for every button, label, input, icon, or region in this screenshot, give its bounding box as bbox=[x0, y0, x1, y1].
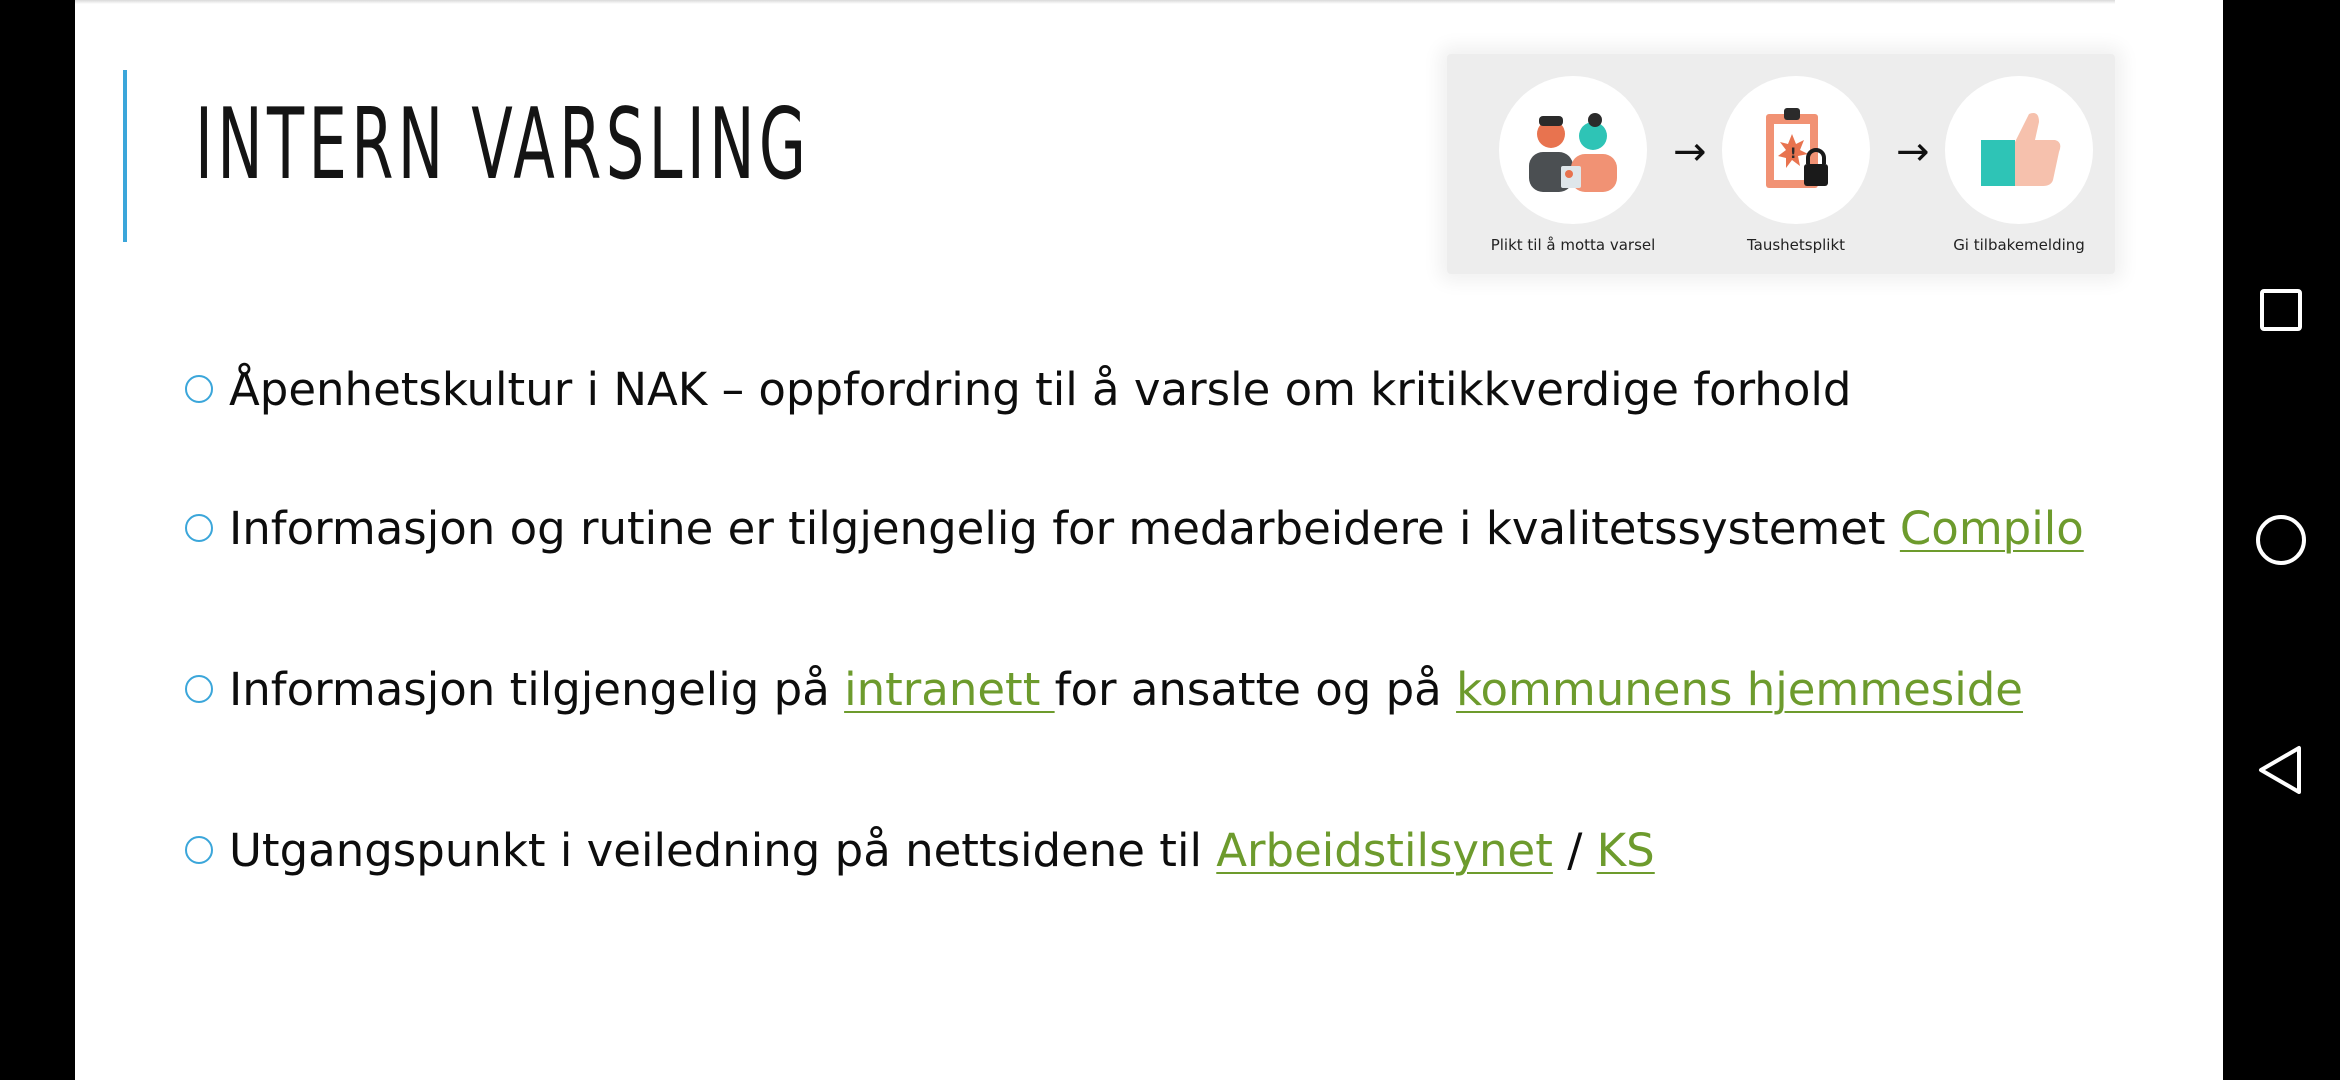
flow-step-circle bbox=[1945, 76, 2093, 224]
clipboard-lock-icon bbox=[1746, 100, 1846, 200]
flow-step-circle bbox=[1722, 76, 1870, 224]
intranett-link[interactable]: intranett bbox=[844, 663, 1055, 716]
bullet-text: for ansatte og på bbox=[1054, 663, 1457, 716]
kommunens-hjemmeside-link[interactable]: kommunens hjemmeside bbox=[1456, 663, 2023, 716]
whistleblowing-flow-graphic bbox=[1447, 54, 2115, 274]
bullet-item bbox=[185, 824, 1655, 877]
flow-step-confidentiality bbox=[1696, 76, 1896, 254]
circle-icon bbox=[2253, 512, 2309, 568]
bullet-item bbox=[185, 502, 2084, 555]
title-accent-bar bbox=[123, 70, 127, 242]
bullet-circle-icon bbox=[185, 836, 213, 864]
bullet-text: Informasjon og rutine er tilgjengelig for medarbeidere i kvalitetssystemet bbox=[229, 502, 1900, 555]
back-button[interactable] bbox=[2253, 742, 2309, 798]
home-button[interactable] bbox=[2253, 512, 2309, 568]
link-separator: / bbox=[1552, 824, 1597, 877]
flow-step-label: Taushetsplikt bbox=[1746, 236, 1846, 254]
square-icon bbox=[2253, 282, 2309, 338]
ks-link[interactable]: KS bbox=[1596, 824, 1655, 877]
flow-step-label: Plikt til å motta varsel bbox=[1490, 236, 1656, 254]
slide-top-edge bbox=[75, 0, 2115, 4]
thumbs-up-icon bbox=[1969, 100, 2069, 200]
flow-arrow-icon: → bbox=[1896, 129, 1930, 175]
bullet-text: Utgangspunkt i veiledning på nettsidene til bbox=[229, 824, 1217, 877]
compilo-link[interactable]: Compilo bbox=[1899, 502, 2084, 555]
flow-step-duty-to-receive bbox=[1473, 76, 1673, 254]
flow-step-label: Gi tilbakemelding bbox=[1953, 236, 2085, 254]
bullet-circle-icon bbox=[185, 675, 213, 703]
flow-step-circle bbox=[1499, 76, 1647, 224]
back-triangle-icon bbox=[2253, 742, 2309, 798]
presentation-slide bbox=[75, 0, 2223, 1080]
flow-step-give-feedback bbox=[1919, 76, 2119, 254]
recents-button[interactable] bbox=[2253, 282, 2309, 338]
bullet-text: Informasjon tilgjengelig på bbox=[229, 663, 845, 716]
bullet-item bbox=[185, 363, 1852, 416]
bullet-circle-icon bbox=[185, 514, 213, 542]
bullet-item bbox=[185, 663, 2023, 716]
flow-arrow-icon: → bbox=[1673, 129, 1707, 175]
arbeidstilsynet-link[interactable]: Arbeidstilsynet bbox=[1216, 824, 1553, 877]
android-navigation-bar bbox=[2223, 0, 2340, 1080]
slide-title: INTERN VARSLING bbox=[195, 88, 811, 202]
bullet-text: Åpenhetskultur i NAK – oppfordring til å varsle om kritikkverdige forhold bbox=[229, 363, 1852, 416]
bullet-circle-icon bbox=[185, 375, 213, 403]
people-talking-icon bbox=[1523, 100, 1623, 200]
svg-text:!: ! bbox=[1790, 146, 1797, 162]
